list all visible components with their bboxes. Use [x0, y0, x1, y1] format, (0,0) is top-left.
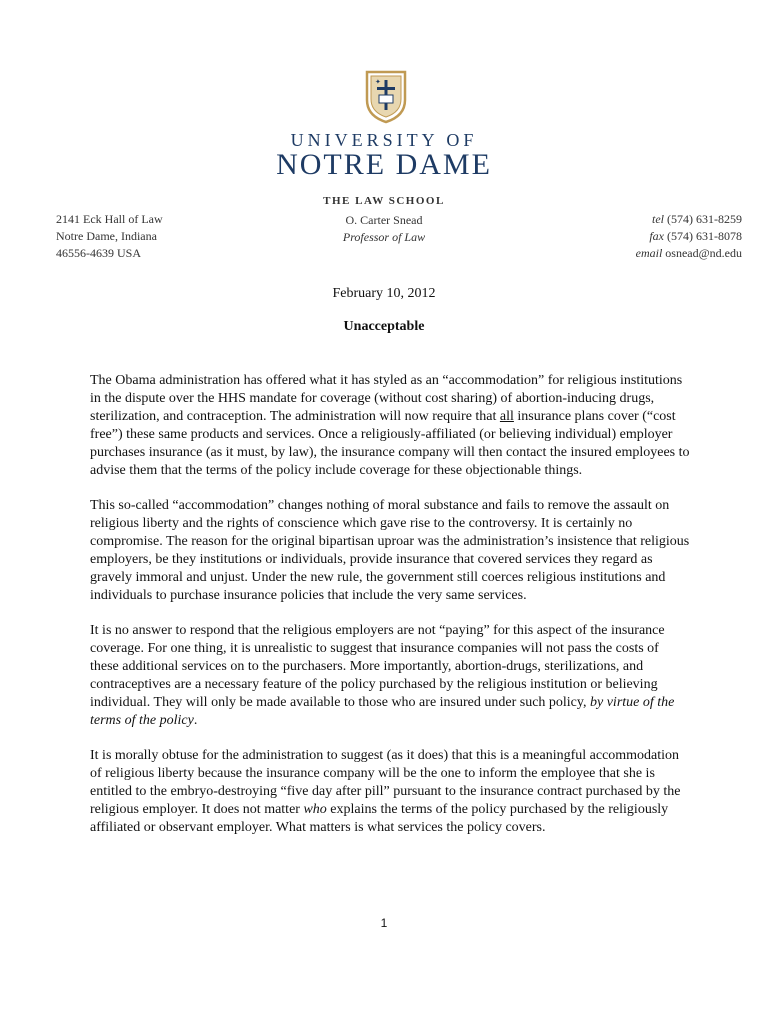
paragraph-text: It is morally obtuse for the administration to suggest (as it does) that this is a meaningful accommodation of religious liberty because the insurance company will be the one to inform the employee that she is entitled to the embryo-destroying “five day after pill” pursuant to the insurance contract purchased by the religious employer. It does not matter	[90, 748, 681, 817]
letter-date: February 10, 2012	[332, 286, 436, 301]
address-line: Notre Dame, Indiana	[56, 229, 157, 243]
contact-block	[636, 211, 742, 262]
email-value[interactable]: osnead@nd.edu	[665, 246, 742, 260]
paragraph	[90, 622, 690, 730]
email-label: email	[635, 246, 663, 260]
address-line: 2141 Eck Hall of Law	[56, 212, 163, 226]
email-line	[636, 245, 742, 262]
tel-label: tel	[652, 212, 664, 226]
paragraph-text: .	[193, 713, 198, 728]
letter-heading: Unacceptable	[343, 319, 425, 334]
university-shield-logo	[365, 70, 407, 124]
paragraph	[90, 372, 690, 480]
author-name: O. Carter Snead	[345, 213, 423, 227]
paragraph-text: insurance plans cover (“cost free”) these same products and services. Once a religiously-affiliated (or believing individual) employer purchases insurance (as it must, by law), the insurance company will then contact the insured employees to advise them that the terms of the policy include coverage for these objectionable things.	[90, 409, 690, 478]
paragraph-text: explains the terms of the policy purchased by the religiously affiliated or observant employer. What matters is what services the policy covers.	[90, 802, 669, 835]
svg-text:✦: ✦	[375, 78, 381, 86]
author-title: Professor of Law	[342, 230, 426, 244]
tel-line	[636, 211, 742, 228]
underlined-text: all	[499, 409, 514, 424]
university-of-text: UNIVERSITY OF	[290, 130, 478, 150]
tel-value: (574) 631-8259	[667, 212, 742, 226]
notre-dame-text: NOTRE DAME	[276, 148, 492, 181]
address-line: 46556-4639 USA	[56, 246, 142, 260]
paragraph-text: The Obama administration has offered what it has styled as an “accommodation” for religious institutions in the dispute over the HHS mandate for coverage (without cost sharing) of abortion-inducing drugs, sterilization, and contraception. The administration will now require that	[90, 373, 683, 424]
italic-text: by virtue of the terms of the policy	[90, 695, 675, 728]
fax-line	[636, 228, 742, 245]
paragraph	[90, 747, 690, 837]
fax-value: (574) 631-8078	[667, 229, 742, 243]
letter-body	[90, 372, 690, 854]
school-name: THE LAW SCHOOL	[323, 195, 445, 207]
page-number: 1	[380, 916, 388, 930]
paragraph-text: It is no answer to respond that the religious employers are not “paying” for this aspect of the insurance coverage. For one thing, it is unrealistic to suggest that insurance companies will not pass the costs of these additional services on to the purchasers. More importantly, abortion-drugs, sterilizations, and contraceptives are a necessary feature of the policy purchased by the religious institution or believing individual. They will only be made available to those who are insured under such policy,	[90, 623, 665, 710]
fax-label: fax	[649, 229, 664, 243]
italic-text: who	[303, 802, 327, 817]
address-block	[56, 211, 163, 262]
paragraph: This so-called “accommodation” changes nothing of moral substance and fails to remove the assault on religious liberty and the rights of conscience which gave rise to the controversy. It is certainly no compromise. The reason for the original bipartisan uproar was the administration’s insistence that religious employers, be they institutions or individuals, provide insurance that covered services they regard as gravely immoral and unjust. Under the new rule, the government still coerces religious institutions and individuals to purchase insurance policies that include the very same services.	[90, 498, 690, 603]
